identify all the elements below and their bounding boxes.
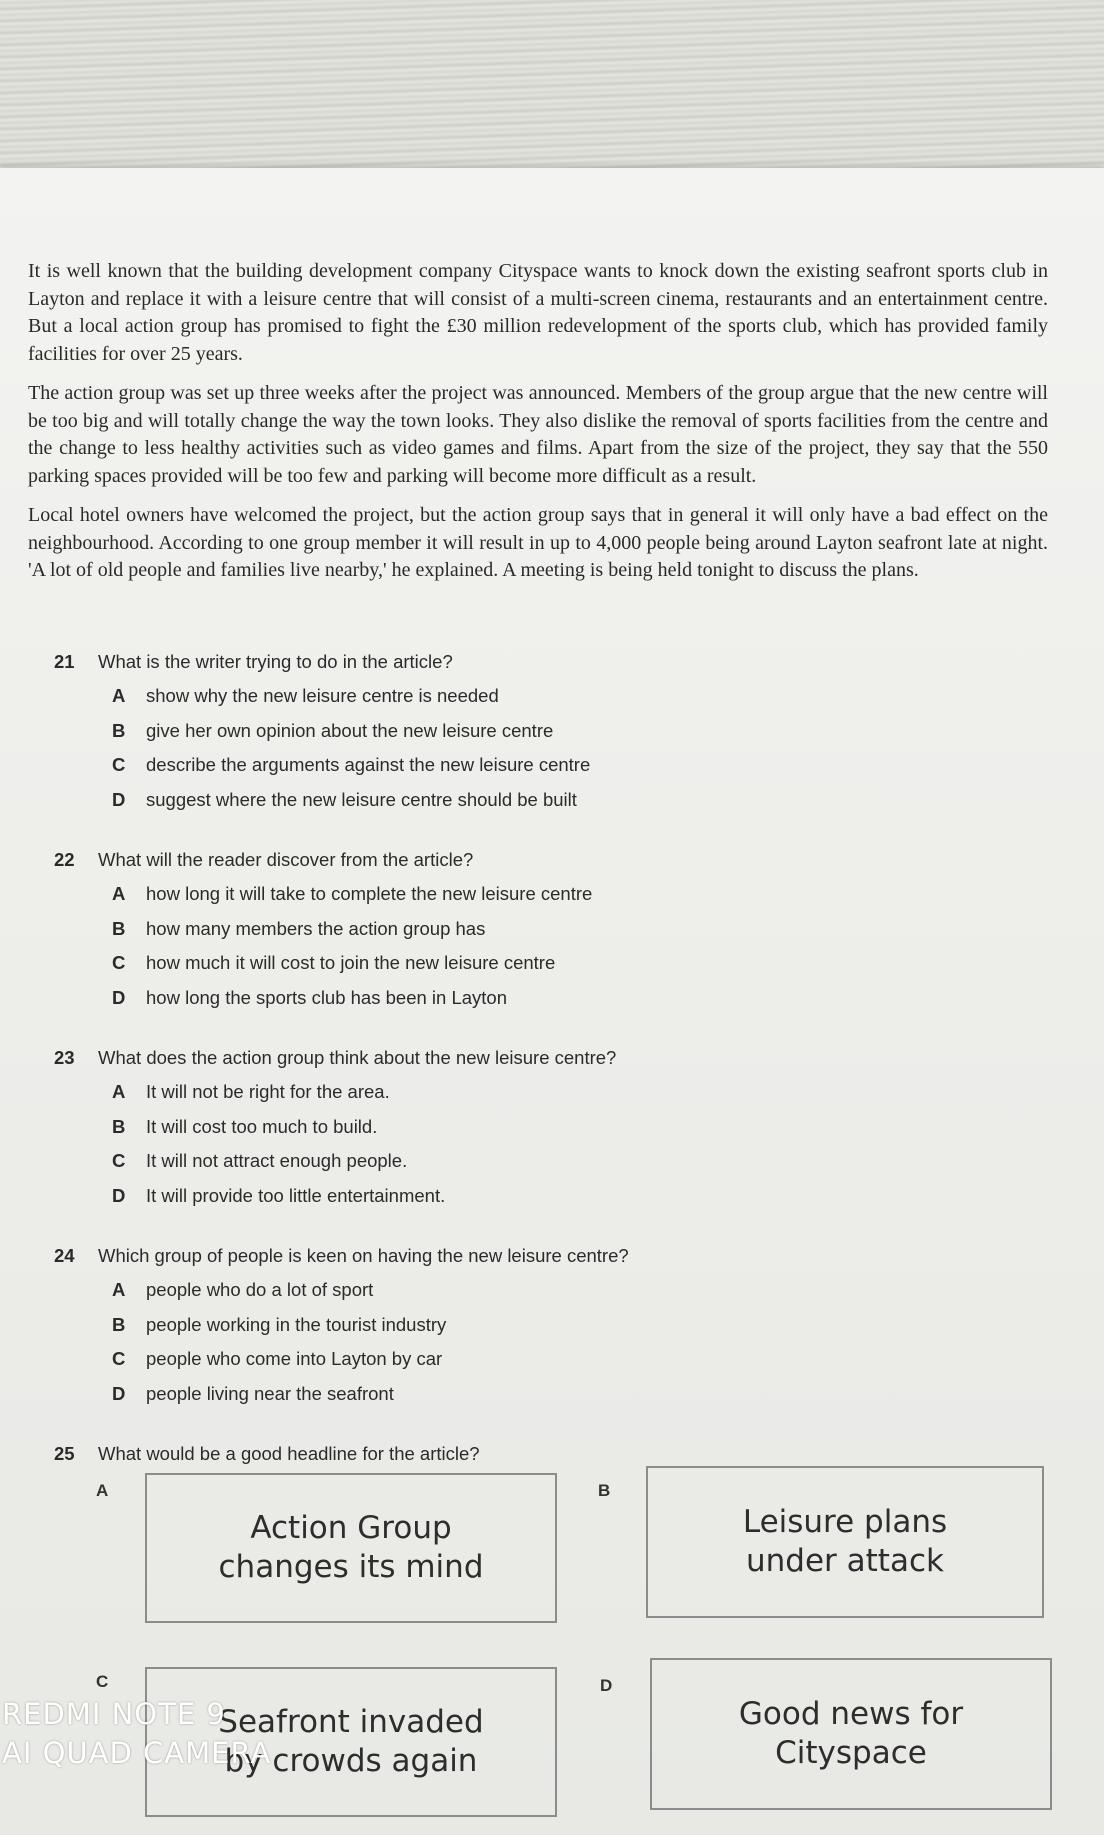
option-text: show why the new leisure centre is needed xyxy=(146,685,499,706)
option-a[interactable] xyxy=(54,877,1054,912)
option-letter: B xyxy=(112,719,126,741)
option-c[interactable] xyxy=(54,1342,1054,1377)
headline-line-2: changes its mind xyxy=(218,1549,484,1585)
option-c[interactable] xyxy=(54,1144,1054,1179)
question-number: 25 xyxy=(54,1443,75,1464)
headline-letter-d: D xyxy=(600,1676,613,1695)
headline-option-d[interactable] xyxy=(650,1658,1052,1810)
watermark-line-2: AI QUAD CAMERA xyxy=(2,1736,272,1770)
question-text: What will the reader discover from the article? xyxy=(98,849,474,870)
watermark-line-1: REDMI NOTE 9 xyxy=(2,1697,226,1731)
option-text: how long it will take to complete the new leisure centre xyxy=(146,883,593,904)
question-24 xyxy=(54,1239,1054,1411)
headline-letter-b: B xyxy=(598,1481,611,1500)
question-21 xyxy=(54,645,1054,817)
question-text: What does the action group think about the new leisure centre? xyxy=(98,1047,617,1068)
option-text: It will cost too much to build. xyxy=(146,1115,378,1137)
camera-watermark xyxy=(2,1695,271,1773)
headline-letter-c: C xyxy=(96,1672,109,1691)
option-c[interactable] xyxy=(54,748,1054,783)
option-text: suggest where the new leisure centre should be built xyxy=(146,788,577,810)
option-text: how many members the action group has xyxy=(146,917,486,939)
question-text: What would be a good headline for the article? xyxy=(98,1443,480,1464)
option-text: how long the sports club has been in Layton xyxy=(146,986,507,1008)
headline-line-1: Good news for xyxy=(738,1696,964,1732)
option-letter: C xyxy=(112,952,126,973)
headline-option-b[interactable] xyxy=(646,1466,1044,1618)
option-d[interactable] xyxy=(54,981,1054,1016)
question-text: What is the writer trying to do in the article? xyxy=(98,651,453,672)
headline-line-1: Action Group xyxy=(250,1510,452,1546)
question-number: 22 xyxy=(54,849,75,870)
option-letter: B xyxy=(112,917,126,939)
option-text: It will not attract enough people. xyxy=(146,1150,408,1171)
question-stem xyxy=(54,843,1054,877)
question-stem xyxy=(54,645,1054,679)
option-letter: D xyxy=(112,986,126,1008)
option-a[interactable] xyxy=(54,1075,1054,1110)
option-a[interactable] xyxy=(54,1273,1054,1308)
option-b[interactable] xyxy=(54,714,1054,749)
headline-line-2: under attack xyxy=(746,1543,944,1579)
option-text: people working in the tourist industry xyxy=(146,1313,447,1335)
option-letter: C xyxy=(112,1348,126,1369)
option-text: people who do a lot of sport xyxy=(146,1279,374,1300)
question-stem xyxy=(54,1239,1054,1273)
option-text: give her own opinion about the new leisure centre xyxy=(146,719,554,741)
option-letter: D xyxy=(112,788,126,810)
headline-line-1: Seafront invaded xyxy=(218,1704,484,1740)
option-letter: B xyxy=(112,1115,126,1137)
headline-line-2: Cityspace xyxy=(775,1735,927,1771)
option-letter: A xyxy=(112,685,126,706)
option-letter: B xyxy=(112,1313,126,1335)
question-number: 21 xyxy=(54,651,75,672)
headline-line-1: Leisure plans xyxy=(742,1504,948,1540)
option-letter: D xyxy=(112,1184,126,1206)
question-22 xyxy=(54,843,1054,1015)
option-a[interactable] xyxy=(54,679,1054,714)
question-text: Which group of people is keen on having the new leisure centre? xyxy=(98,1245,629,1266)
question-list xyxy=(54,645,1054,1497)
option-letter: D xyxy=(112,1382,126,1404)
question-23 xyxy=(54,1041,1054,1213)
option-text: people living near the seafront xyxy=(146,1382,394,1404)
option-letter: A xyxy=(112,1081,126,1102)
option-b[interactable] xyxy=(54,912,1054,947)
option-d[interactable] xyxy=(54,1179,1054,1214)
article-paragraph-1: It is well known that the building development company Cityspace wants to knock down the existing seafront sports club in Layton and replace it with a leisure centre that will consist of a multi-screen cinema, restaurants and an entertainment centre. But a local action group has promised to fight the £30 million redevelopment of the sports club, which has provided family facilities for over 25 years. xyxy=(28,260,1048,365)
headline-line-2: by crowds again xyxy=(224,1743,478,1779)
option-letter: C xyxy=(112,754,126,775)
option-text: describe the arguments against the new leisure centre xyxy=(146,754,591,775)
question-number: 23 xyxy=(54,1047,75,1068)
option-b[interactable] xyxy=(54,1110,1054,1145)
option-b[interactable] xyxy=(54,1308,1054,1343)
question-number: 24 xyxy=(54,1245,75,1266)
option-letter: C xyxy=(112,1150,126,1171)
option-text: It will not be right for the area. xyxy=(146,1081,390,1102)
article-paragraph-2: The action group was set up three weeks after the project was announced. Members of the group argue that the new centre will be too big and will totally change the way the town looks. They also dislike the removal of sports facilities from the centre and the change to less healthy activities such as video games and films. Apart from the size of the project, they say that the 550 parking spaces provided will be too few and parking will become more difficult as a result. xyxy=(28,382,1048,487)
option-text: how much it will cost to join the new leisure centre xyxy=(146,952,556,973)
option-text: It will provide too little entertainment. xyxy=(146,1184,446,1206)
option-text: people who come into Layton by car xyxy=(146,1348,443,1369)
headline-letter-a: A xyxy=(96,1481,109,1500)
article-paragraph-3: Local hotel owners have welcomed the project, but the action group says that in general it will only have a bad effect on the neighbourhood. According to one group member it will result in up to 4,000 people being around Layton seafront late at night. 'A lot of old people and families live nearby,' he explained. A meeting is being held tonight to discuss the plans. xyxy=(28,504,1048,581)
option-d[interactable] xyxy=(54,783,1054,818)
question-stem xyxy=(54,1041,1054,1075)
option-letter: A xyxy=(112,1279,126,1300)
option-d[interactable] xyxy=(54,1377,1054,1412)
article-text xyxy=(28,258,1048,597)
headline-option-a[interactable] xyxy=(145,1473,557,1623)
option-letter: A xyxy=(112,883,126,904)
option-c[interactable] xyxy=(54,946,1054,981)
desk-background xyxy=(0,0,1104,185)
